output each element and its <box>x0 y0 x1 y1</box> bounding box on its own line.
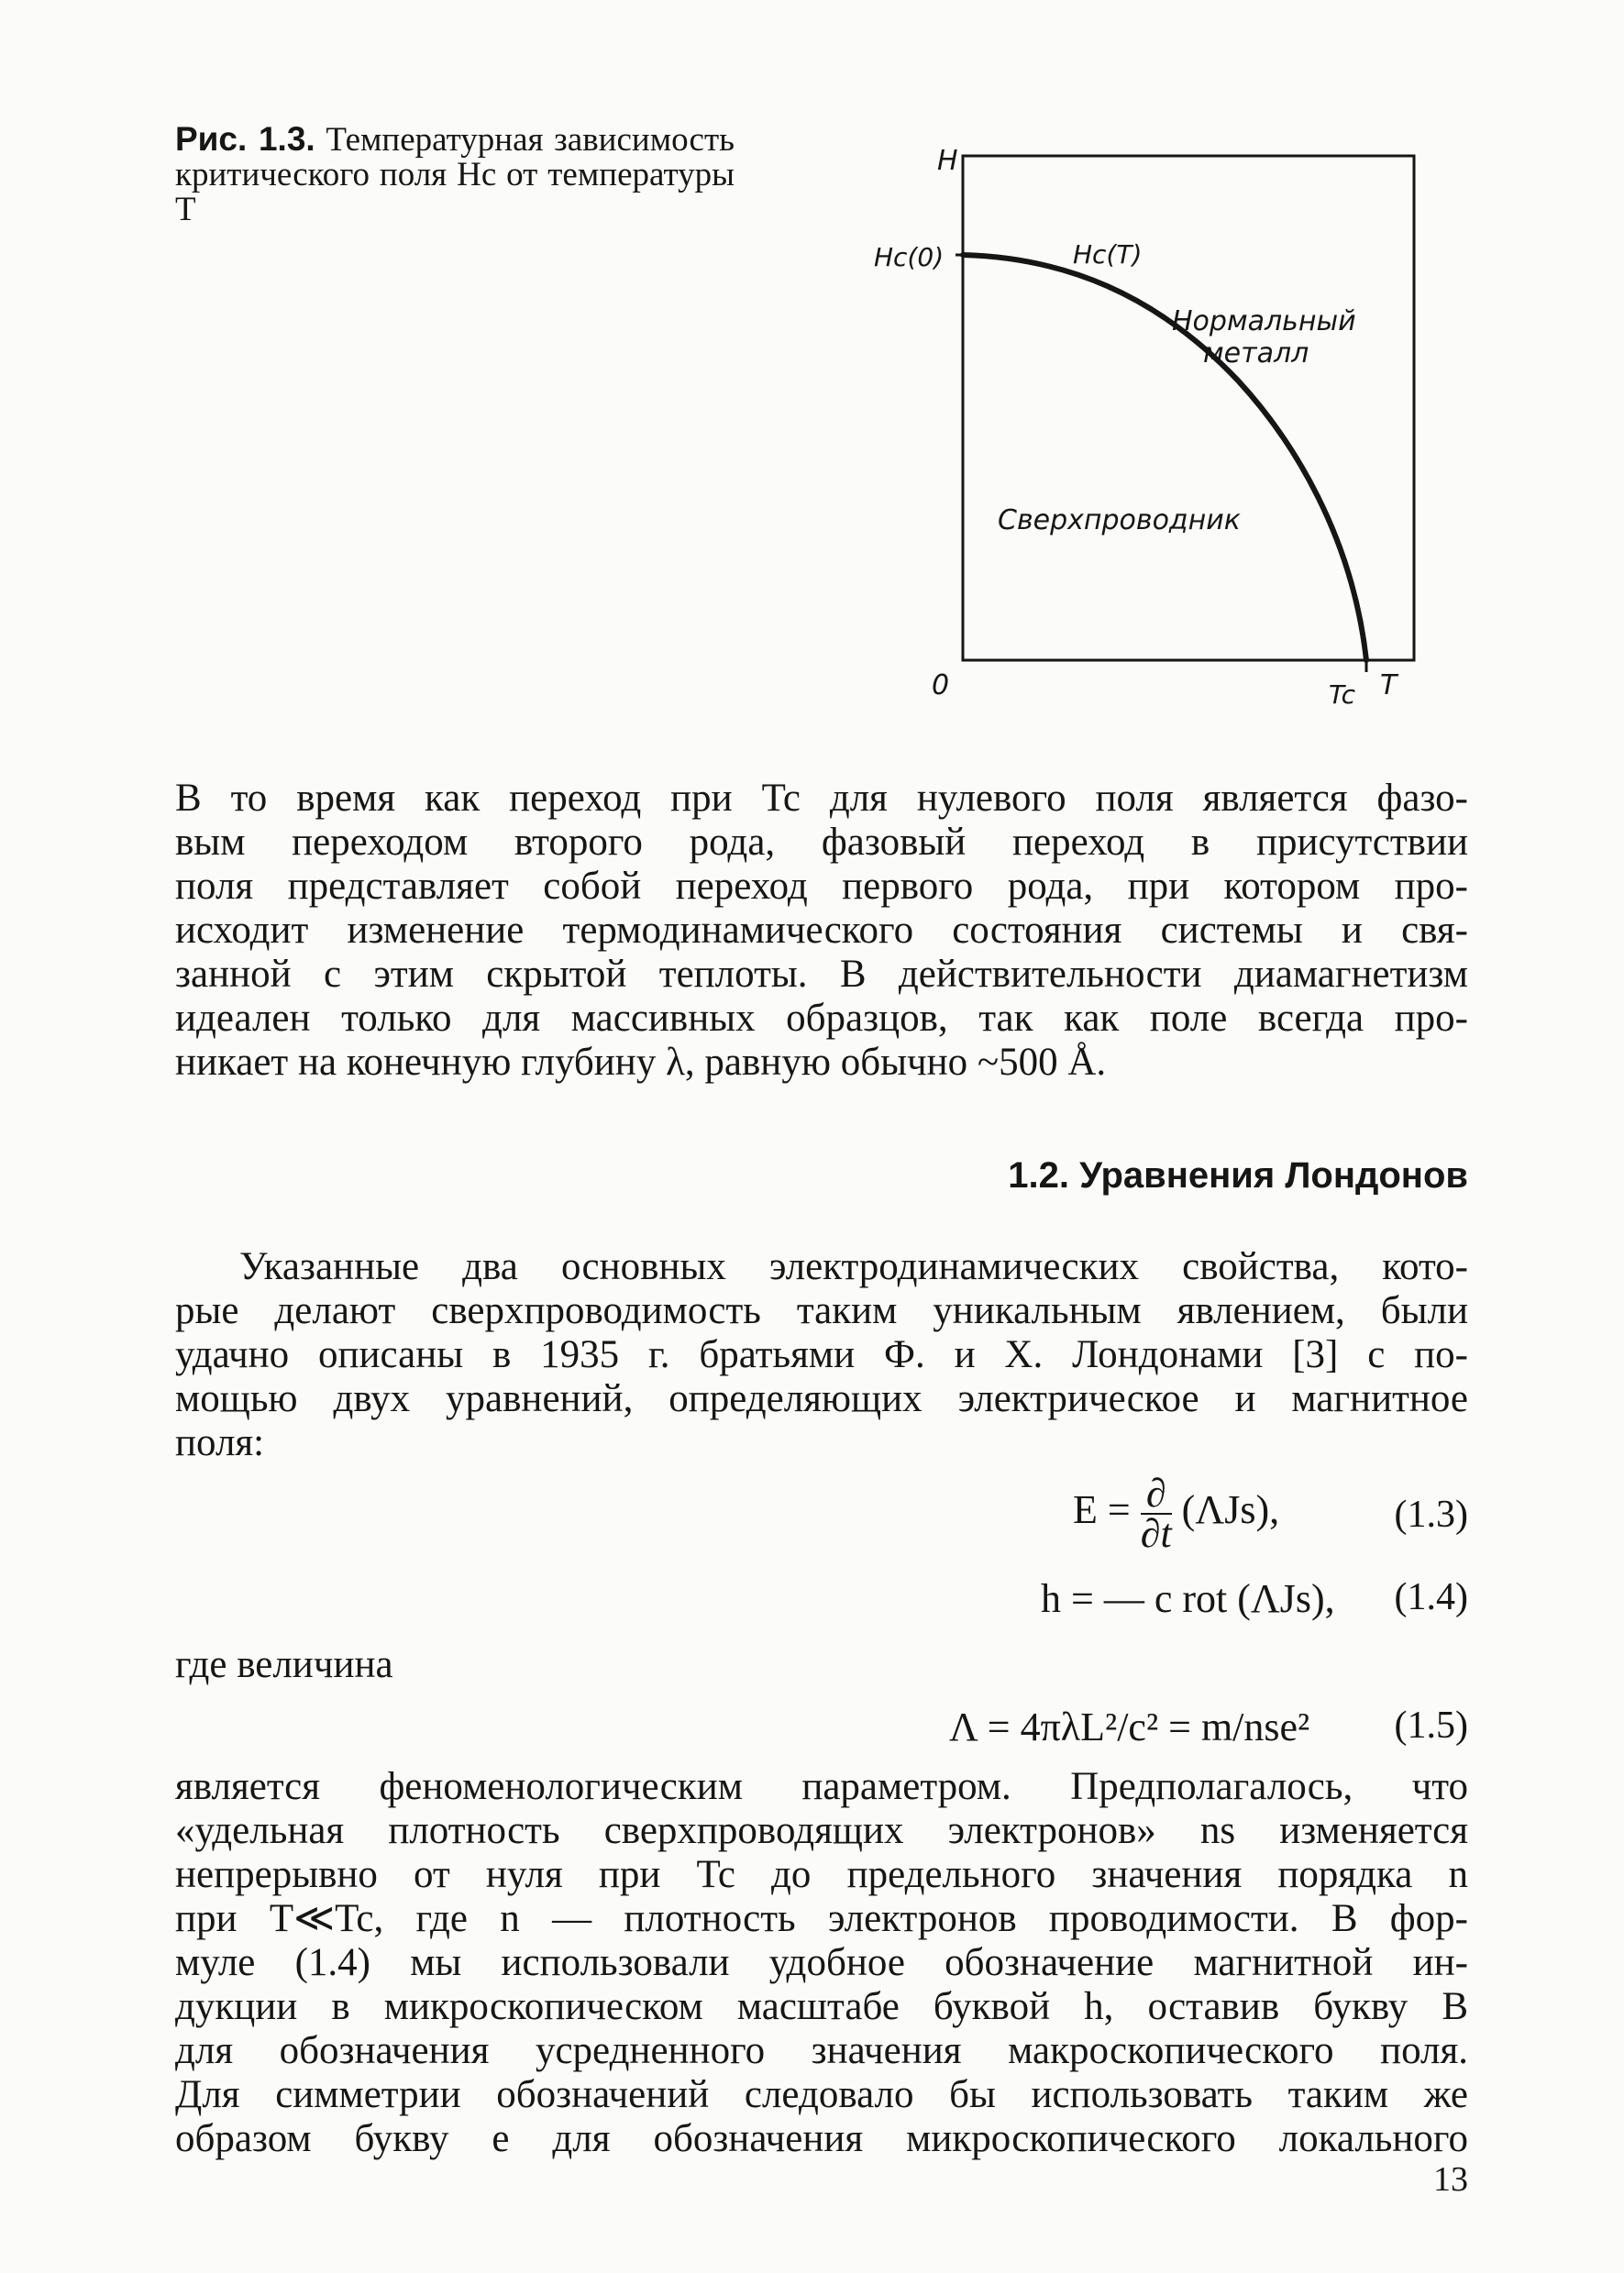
x-axis-label: T <box>1380 669 1398 701</box>
text-line: рые делают сверхпроводимость таким уникальным явлением, были <box>175 1289 1468 1332</box>
plot-frame <box>963 156 1414 660</box>
equation-1-4-number: (1.4) <box>1394 1576 1468 1618</box>
paragraph-phase-transition <box>175 777 1468 1085</box>
where-text: где величина <box>175 1643 393 1686</box>
curve-label: Hc(T) <box>1073 239 1143 270</box>
eq1-rhs: (ΛJs), <box>1181 1487 1280 1533</box>
text-line: идеален только для массивных образцов, так как поле всегда про- <box>175 997 1468 1040</box>
equation-1-3 <box>1073 1471 1280 1556</box>
text-line: исходит изменение термодинамического состояния системы и свя- <box>175 909 1468 952</box>
text-line: вым переходом второго рода, фазовый переход в присутствии <box>175 821 1468 864</box>
text-line: мощью двух уравнений, определяющих электрическое и магнитное <box>175 1377 1468 1420</box>
text-line: Для симметрии обозначений следовало бы использовать таким же <box>175 2073 1468 2116</box>
paragraph-london-intro <box>175 1245 1468 1465</box>
eq1-numerator: ∂ <box>1141 1474 1172 1515</box>
text-line: при T≪Tc, где n — плотность электронов проводимости. В фор- <box>175 1897 1468 1940</box>
equation-1-3-number: (1.3) <box>1394 1494 1468 1536</box>
origin-label: 0 <box>932 669 950 701</box>
equation-1-4: h = — c rot (ΛJs), <box>1041 1576 1335 1621</box>
eq1-lhs: E = <box>1073 1487 1131 1533</box>
text-line: является феноменологическим параметром. Предполагалось, что <box>175 1765 1468 1808</box>
hc0-label: Hc(0) <box>874 242 945 272</box>
paragraph-phenomenological <box>175 1765 1468 2161</box>
text-line: для обозначения усредненного значения макроскопического поля. <box>175 2029 1468 2072</box>
text-line: «удельная плотность сверхпроводящих электронов» ns изменяется <box>175 1809 1468 1852</box>
eq1-denominator: ∂t <box>1140 1511 1172 1556</box>
text-line: поля представляет собой переход первого рода, при котором про- <box>175 865 1468 908</box>
y-axis-label: H <box>937 145 958 177</box>
text-line: удачно описаны в 1935 г. братьями Ф. и Х. Лондонами [3] с по- <box>175 1333 1468 1376</box>
equation-1-5-number: (1.5) <box>1394 1705 1468 1747</box>
normal-region-label-2: металл <box>1203 337 1309 370</box>
figure-caption <box>175 122 735 227</box>
text-line: поля: <box>175 1421 265 1464</box>
figure-caption-label: Рис. 1.3. <box>175 120 315 158</box>
page-number: 13 <box>1433 2160 1468 2199</box>
normal-region-label-1: Нормальный <box>1172 305 1356 337</box>
eq1-derivative <box>1140 1471 1172 1556</box>
section-heading: 1.2. Уравнения Лондонов <box>1008 1155 1468 1196</box>
tc-label: Tc <box>1329 679 1356 710</box>
superconductor-region-label: Сверхпроводник <box>998 504 1241 536</box>
text-line: никает на конечную глубину λ, равную обычно ~500 Å. <box>175 1041 1107 1084</box>
text-line: занной с этим скрытой теплоты. В действительности диамагнетизм <box>175 953 1468 996</box>
text-line: образом букву e для обозначения микроскопического локального <box>175 2117 1468 2160</box>
critical-field-figure <box>853 133 1440 720</box>
text-line: Указанные два основных электродинамических свойства, кото- <box>239 1245 1468 1288</box>
text-line: непрерывно от нуля при Tc до предельного значения порядка n <box>175 1853 1468 1896</box>
text-line: дукции в микроскопическом масштабе буквой h, оставив букву B <box>175 1985 1468 2028</box>
equation-1-5: Λ = 4πλL²/c² = m/nse² <box>949 1705 1310 1749</box>
text-line: В то время как переход при Tc для нулевого поля является фазо- <box>175 777 1468 820</box>
figure-caption-text: Температурная зависимость критического поля Hc от температуры T <box>175 121 735 228</box>
text-line: муле (1.4) мы использовали удобное обозначение магнитной ин- <box>175 1941 1468 1984</box>
